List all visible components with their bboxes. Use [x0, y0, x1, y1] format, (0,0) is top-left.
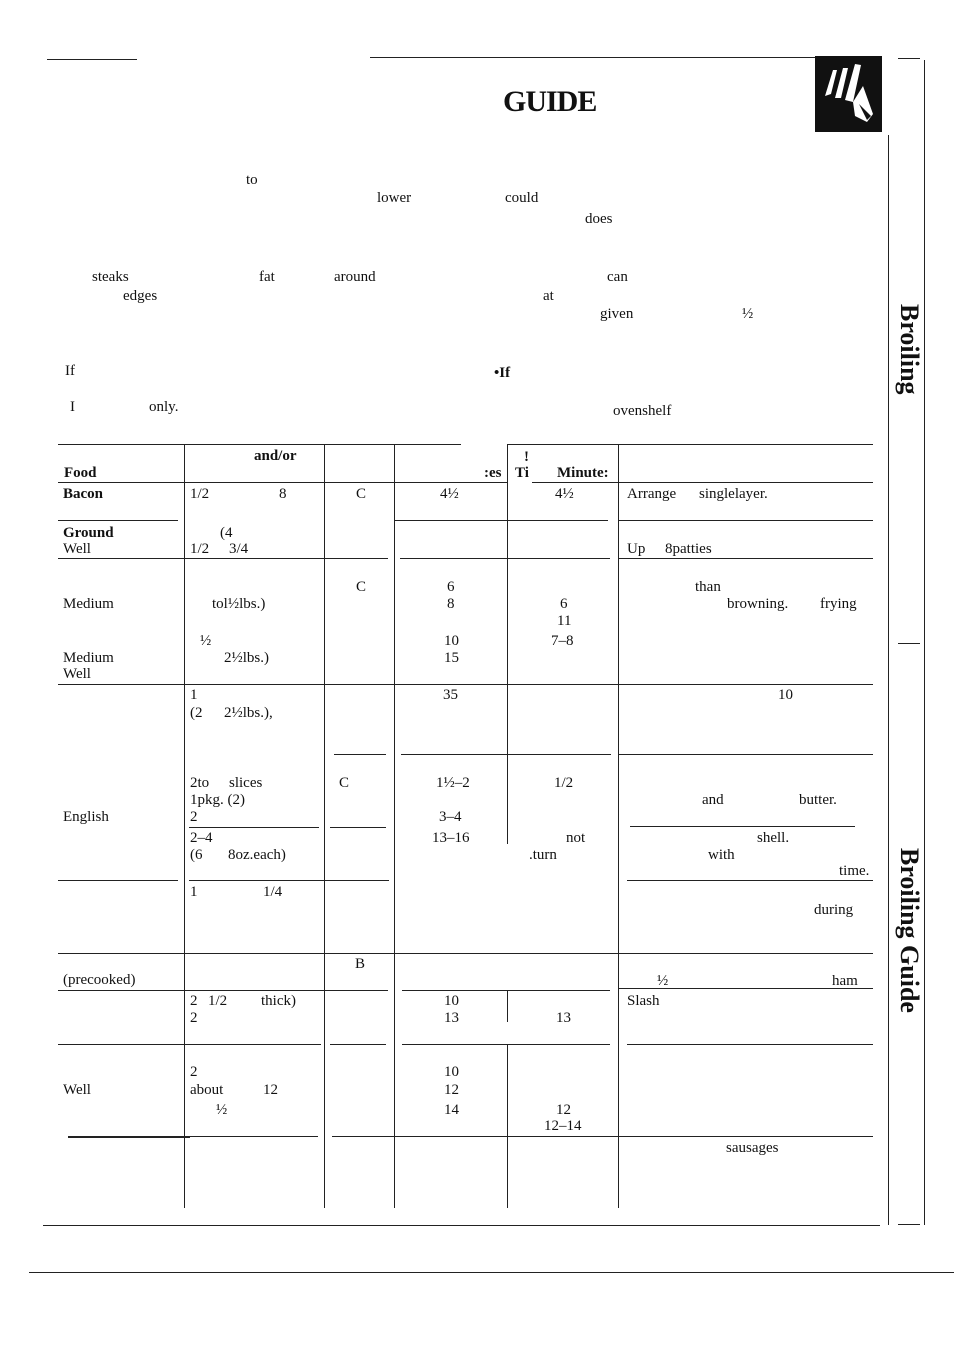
- intro-fragment: only.: [149, 399, 179, 415]
- row-rule: [401, 754, 611, 755]
- table-cell: Well: [63, 666, 91, 682]
- table-cell: slices: [229, 775, 263, 791]
- row-rule: [58, 684, 873, 685]
- table-cell: Well: [63, 541, 91, 557]
- table-cell: 13–16: [432, 830, 470, 846]
- table-cell: C: [356, 579, 367, 595]
- table-cell: ½: [216, 1102, 228, 1118]
- table-cell: 3–4: [439, 809, 462, 825]
- row-rule: [58, 953, 873, 954]
- row-rule: [619, 558, 873, 559]
- table-cell: tol½lbs.): [212, 596, 266, 612]
- intro-fragment: ovenshelf: [613, 403, 672, 419]
- table-cell: 10: [778, 687, 793, 703]
- row-rule: [189, 827, 319, 828]
- table-cell: 2½lbs.): [224, 650, 269, 666]
- table-cell: singlelayer.: [699, 486, 768, 502]
- row-rule: [630, 826, 855, 827]
- table-cell: about: [190, 1082, 224, 1098]
- side-tab-top-mark: [898, 58, 920, 59]
- row-rule: [58, 880, 178, 881]
- table-cell: browning.: [727, 596, 789, 612]
- table-cell: English: [63, 809, 109, 825]
- guide-logo: [815, 56, 882, 132]
- table-cell: during: [814, 902, 854, 918]
- table-cell: butter.: [799, 792, 837, 808]
- side-rule-outer: [888, 135, 889, 1225]
- table-cell: 4½: [555, 486, 574, 502]
- intro-fragment: given: [600, 306, 634, 322]
- side-tab-mid-mark: [898, 643, 920, 644]
- table-cell: 12: [556, 1102, 571, 1118]
- side-tab-broiling: Broiling: [895, 304, 924, 395]
- intro-fragment: to: [246, 172, 258, 188]
- table-cell: 3/4: [229, 541, 249, 557]
- row-rule: [619, 754, 873, 755]
- table-cell: 2: [190, 1010, 198, 1026]
- table-header-cell: Food: [64, 465, 97, 481]
- row-rule: [330, 827, 386, 828]
- table-cell: 8: [279, 486, 287, 502]
- table-header-cell: Ti: [515, 465, 529, 481]
- row-rule: [334, 754, 386, 755]
- table-cell: with: [708, 847, 735, 863]
- table-cell: 13: [444, 1010, 459, 1026]
- intro-fragment: at: [543, 288, 554, 304]
- top-rule-right: [370, 57, 882, 58]
- table-cell: 1/2: [190, 486, 210, 502]
- row-rule: [189, 880, 389, 881]
- intro-fragment: around: [334, 269, 376, 285]
- row-rule: [400, 558, 610, 559]
- intro-fragment: fat: [259, 269, 275, 285]
- intro-fragment: could: [505, 190, 539, 206]
- table-cell: 1/2: [554, 775, 574, 791]
- table-cell: 35: [443, 687, 458, 703]
- table-cell: 12–14: [544, 1118, 582, 1134]
- table-cell: 10: [444, 993, 459, 1009]
- row-rule: [619, 520, 873, 521]
- table-cell: ham: [832, 973, 858, 989]
- table-cell: Medium: [63, 650, 114, 666]
- table-cell: than: [695, 579, 721, 595]
- row-rule: [627, 1044, 873, 1045]
- table-cell: sausages: [726, 1140, 779, 1156]
- table-cell: 15: [444, 650, 459, 666]
- row-rule: [58, 990, 388, 991]
- intro-fragment: I: [70, 399, 75, 415]
- table-cell: 1/2: [190, 541, 210, 557]
- intro-fragment: •If: [494, 365, 511, 381]
- row-rule: [402, 1044, 610, 1045]
- table-cell: 6: [560, 596, 568, 612]
- table-header-rule: [58, 482, 508, 483]
- table-cell: 1/2: [208, 993, 228, 1009]
- col-rule: [507, 524, 508, 844]
- table-cell: 6: [447, 579, 455, 595]
- table-cell: ½: [200, 633, 212, 649]
- table-cell: time.: [839, 863, 870, 879]
- intro-fragment: lower: [377, 190, 412, 206]
- table-cell: (6: [190, 847, 203, 863]
- table-header-cell: Minute:: [557, 465, 609, 481]
- table-cell: 13: [556, 1010, 571, 1026]
- col-rule: [507, 484, 508, 524]
- table-cell: Bacon: [63, 486, 104, 502]
- table-cell: (4: [220, 525, 233, 541]
- table-cell: 2½lbs.),: [224, 705, 273, 721]
- table-cell: and: [702, 792, 724, 808]
- col-rule: [618, 444, 619, 1208]
- bottom-rule: [43, 1225, 880, 1226]
- table-top-rule: [58, 444, 461, 445]
- row-rule: [332, 1136, 873, 1137]
- table-cell: 10: [444, 1064, 459, 1080]
- table-cell: 1½–2: [436, 775, 470, 791]
- table-top-rule-right: [508, 444, 873, 445]
- col-rule: [394, 444, 395, 1208]
- table-cell: .turn: [529, 847, 557, 863]
- row-rule: [58, 520, 178, 521]
- table-cell: 10: [444, 633, 459, 649]
- table-cell: (2: [190, 705, 203, 721]
- table-header-cell: and/or: [254, 448, 297, 464]
- table-cell: 8: [447, 596, 455, 612]
- intro-fragment: steaks: [92, 269, 129, 285]
- table-cell: 14: [444, 1102, 459, 1118]
- row-rule: [190, 1136, 318, 1137]
- intro-fragment: ½: [742, 306, 754, 322]
- table-cell: Well: [63, 1082, 91, 1098]
- table-cell: 2to: [190, 775, 210, 791]
- table-cell: B: [355, 956, 366, 972]
- table-cell: not: [566, 830, 586, 846]
- table-cell: Ground: [63, 525, 114, 541]
- table-cell: 1pkg. (2): [190, 792, 245, 808]
- table-cell: ½: [657, 973, 669, 989]
- table-cell: 1: [190, 687, 198, 703]
- side-rule-inner: [924, 60, 925, 1225]
- table-cell: 8oz.each): [228, 847, 286, 863]
- table-cell: (precooked): [63, 972, 136, 988]
- table-cell: 4½: [440, 486, 459, 502]
- table-cell: C: [356, 486, 367, 502]
- table-header-cell: !: [524, 449, 529, 465]
- col-rule: [184, 444, 185, 1208]
- table-header-cell: :es: [484, 465, 502, 481]
- table-cell: 1: [190, 884, 198, 900]
- col-rule: [507, 990, 508, 1022]
- row-rule: [68, 1136, 190, 1138]
- intro-fragment: does: [585, 211, 613, 227]
- page-title: GUIDE: [503, 85, 597, 118]
- intro-fragment: can: [607, 269, 628, 285]
- row-rule: [627, 880, 873, 881]
- table-cell: 2: [190, 993, 198, 1009]
- table-cell: Slash: [627, 993, 660, 1009]
- table-cell: 7–8: [551, 633, 574, 649]
- row-rule: [402, 990, 610, 991]
- table-cell: shell.: [757, 830, 790, 846]
- table-cell: Medium: [63, 596, 114, 612]
- side-tab-bottom-mark: [898, 1224, 920, 1225]
- side-tab-broiling-guide: Broiling Guide: [895, 848, 924, 1013]
- row-rule: [58, 558, 388, 559]
- table-cell: 1/4: [263, 884, 283, 900]
- col-rule: [507, 1044, 508, 1208]
- table-cell: 8patties: [665, 541, 712, 557]
- table-cell: 12: [263, 1082, 278, 1098]
- hand-pointing-icon: [815, 56, 882, 132]
- row-rule: [394, 520, 608, 521]
- table-cell: 2–4: [190, 830, 213, 846]
- intro-fragment: If: [65, 363, 75, 379]
- top-rule-left: [47, 59, 137, 60]
- row-rule: [330, 1044, 386, 1045]
- row-rule: [58, 1044, 321, 1045]
- table-cell: Up: [627, 541, 646, 557]
- table-cell: 2: [190, 1064, 198, 1080]
- col-rule: [324, 444, 325, 1208]
- intro-fragment: edges: [123, 288, 158, 304]
- table-cell: 11: [557, 613, 572, 629]
- table-header-rule-right: [532, 482, 873, 483]
- footer-rule: [29, 1272, 954, 1273]
- table-cell: C: [339, 775, 350, 791]
- table-cell: 2: [190, 809, 198, 825]
- table-cell: thick): [261, 993, 296, 1009]
- table-cell: 12: [444, 1082, 459, 1098]
- col-rule: [507, 444, 508, 484]
- table-cell: frying: [820, 596, 857, 612]
- table-cell: Arrange: [627, 486, 677, 502]
